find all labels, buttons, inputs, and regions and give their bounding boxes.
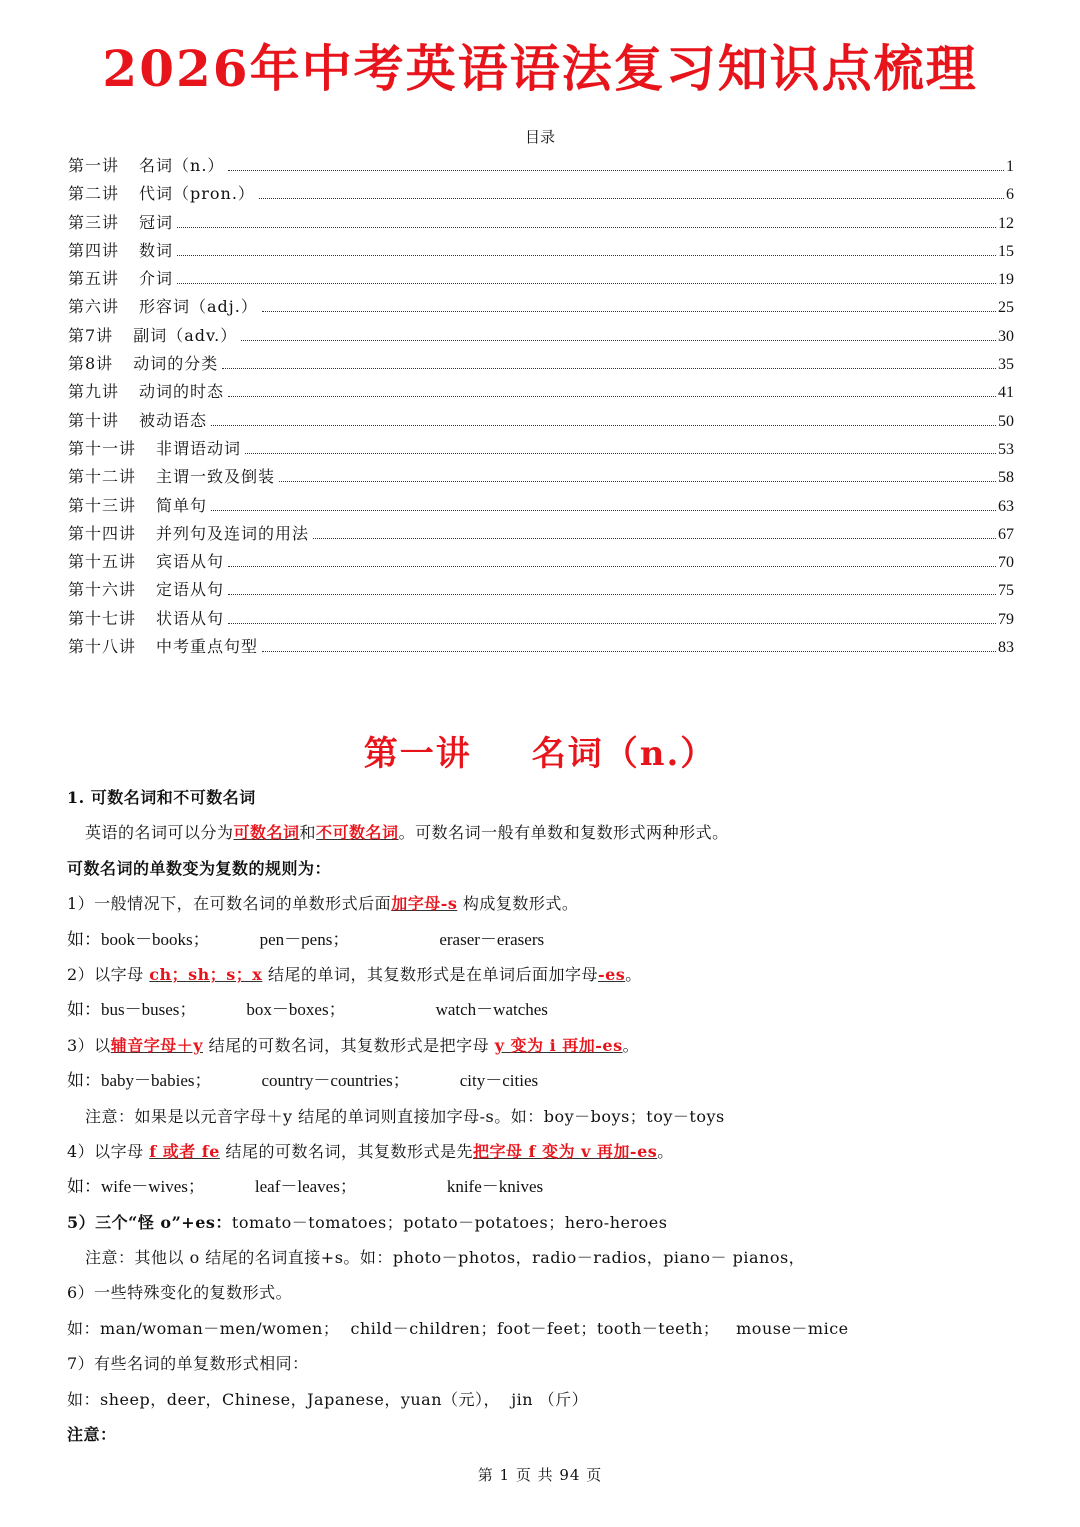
toc-page: 83	[998, 639, 1014, 657]
toc-entry[interactable]	[68, 407, 1014, 435]
toc-chapter: 第十五讲	[68, 552, 137, 572]
toc-name: 被动语态	[139, 410, 208, 430]
toc-page: 79	[998, 610, 1014, 628]
toc-leader	[211, 424, 996, 426]
page-footer: 第 1 页 共 94 页	[477, 1466, 603, 1484]
toc-entry[interactable]	[68, 576, 1014, 604]
toc-name: 数词	[139, 240, 174, 260]
section-heading: 1. 可数名词和不可数名词	[67, 788, 256, 807]
lecture-body	[67, 780, 1017, 1452]
toc-entry[interactable]	[68, 237, 1014, 265]
document-title: 2026年中考英语语法复习知识点梳理	[102, 39, 978, 98]
rule-5: 5）三个“怪 o”+es：tomato－tomatoes；potato－potatoes；hero-heroes	[67, 1212, 668, 1232]
toc-page: 50	[998, 412, 1014, 430]
toc-entry[interactable]	[68, 378, 1014, 406]
toc-chapter: 第8讲	[68, 354, 114, 374]
toc-page: 15	[998, 242, 1014, 260]
toc-leader	[177, 254, 996, 256]
toc-leader	[241, 339, 996, 341]
toc-name: 状语从句	[156, 608, 225, 628]
toc-leader	[228, 169, 1004, 171]
toc-leader	[262, 650, 996, 652]
rule-4-example: 如：wife－wives； leaf－leaves； knife－knives	[67, 1177, 544, 1197]
toc-name: 副词（adv.）	[133, 325, 238, 345]
toc-name: 动词的分类	[133, 354, 219, 374]
toc-entry[interactable]	[68, 180, 1014, 208]
rule-5-note: 注意：其他以 o 结尾的名词直接+s。如：photo－photos，radio－radios，piano－ pianos，	[85, 1248, 806, 1268]
toc-name: 定语从句	[156, 580, 225, 600]
toc-page: 30	[998, 327, 1014, 345]
toc-leader	[228, 395, 996, 397]
toc-entry[interactable]	[68, 265, 1014, 293]
toc-leader	[228, 622, 996, 624]
toc-name: 简单句	[156, 495, 208, 515]
lecture-name: 名词（n.）	[531, 734, 717, 774]
rule-2-example: 如：bus－buses； box－boxes； watch－watches	[67, 1000, 548, 1020]
toc-page: 70	[998, 554, 1014, 572]
rule-2: 2）以字母 ch；sh；s；x 结尾的单词，其复数形式是在单词后面加字母-es。	[67, 964, 642, 984]
toc-chapter: 第十一讲	[68, 438, 137, 458]
rule-6: 6）一些特殊变化的复数形式。	[67, 1283, 293, 1303]
table-of-contents	[68, 152, 1014, 661]
toc-page: 67	[998, 525, 1014, 543]
toc-leader	[279, 480, 996, 482]
toc-name: 中考重点句型	[156, 637, 259, 657]
toc-leader	[211, 509, 996, 511]
rule-1: 1）一般情况下，在可数名词的单数形式后面加字母-s 构成复数形式。	[67, 894, 579, 914]
toc-chapter: 第二讲	[68, 184, 120, 204]
toc-page: 6	[1006, 186, 1014, 204]
toc-page: 63	[998, 497, 1014, 515]
toc-chapter: 第三讲	[68, 212, 120, 232]
toc-leader	[177, 282, 996, 284]
toc-entry[interactable]	[68, 633, 1014, 661]
toc-leader	[177, 226, 996, 228]
toc-page: 12	[998, 214, 1014, 232]
toc-name: 主谓一致及倒装	[156, 467, 276, 487]
toc-entry[interactable]	[68, 350, 1014, 378]
toc-page: 25	[998, 299, 1014, 317]
toc-name: 介词	[139, 269, 174, 289]
toc-entry[interactable]	[68, 435, 1014, 463]
toc-chapter: 第7讲	[68, 325, 114, 345]
toc-leader	[245, 452, 996, 454]
toc-page: 75	[998, 582, 1014, 600]
toc-chapter: 第四讲	[68, 240, 120, 260]
toc-chapter: 第十三讲	[68, 495, 137, 515]
rule-3: 3）以辅音字母＋y 结尾的可数名词，其复数形式是把字母 y 变为 i 再加-es。	[67, 1035, 640, 1055]
toc-entry[interactable]	[68, 209, 1014, 237]
toc-name: 名词（n.）	[139, 156, 225, 175]
rule-7: 7）有些名词的单复数形式相同：	[67, 1354, 309, 1374]
toc-chapter: 第五讲	[68, 269, 120, 289]
toc-chapter: 第九讲	[68, 382, 120, 402]
toc-name: 动词的时态	[139, 382, 225, 402]
toc-name: 代词（pron.）	[139, 184, 255, 204]
toc-leader	[222, 367, 996, 369]
toc-entry[interactable]	[68, 605, 1014, 633]
toc-entry[interactable]	[68, 548, 1014, 576]
toc-page: 35	[998, 356, 1014, 374]
rule-3-example: 如：baby－babies； country－countries； city－cities	[67, 1071, 539, 1091]
rule-4: 4）以字母 f 或者 fe 结尾的可数名词，其复数形式是先把字母 f 变为 v 再加-es。	[67, 1141, 674, 1161]
toc-chapter: 第十讲	[68, 410, 120, 430]
rule-6-example: 如：man/woman－men/women； child－children；foot－feet；tooth－teeth； mouse－mice	[67, 1318, 849, 1338]
toc-name: 冠词	[139, 212, 174, 232]
toc-page: 41	[998, 384, 1014, 402]
rule-heading: 可数名词的单数变为复数的规则为：	[67, 858, 332, 878]
toc-page: 58	[998, 469, 1014, 487]
toc-name: 并列句及连词的用法	[156, 523, 310, 543]
note-label: 注意：	[67, 1425, 117, 1445]
toc-leader	[262, 310, 996, 312]
toc-chapter: 第十六讲	[68, 580, 137, 600]
toc-entry[interactable]	[68, 322, 1014, 350]
toc-page: 19	[998, 271, 1014, 289]
toc-name: 形容词（adj.）	[139, 297, 258, 317]
rule-1-example: 如：book－books； pen－pens； eraser－erasers	[67, 929, 545, 949]
toc-entry[interactable]	[68, 520, 1014, 548]
toc-leader	[228, 565, 996, 567]
toc-page: 1	[1006, 158, 1014, 175]
intro-paragraph: 英语的名词可以分为可数名词和不可数名词。可数名词一般有单数和复数形式两种形式。	[85, 823, 729, 843]
toc-name: 非谓语动词	[156, 438, 242, 458]
toc-chapter: 第十八讲	[68, 637, 137, 657]
lecture-title	[0, 726, 1080, 775]
rule-7-example: 如：sheep，deer，Chinese，Japanese，yuan（元）， jin （斤）	[67, 1389, 589, 1409]
toc-leader	[259, 197, 1004, 199]
toc-entry[interactable]	[68, 492, 1014, 520]
toc-entry[interactable]	[68, 463, 1014, 491]
toc-entry[interactable]	[68, 293, 1014, 321]
toc-leader	[228, 593, 996, 595]
toc-heading: 目录	[524, 128, 555, 146]
toc-entry[interactable]	[68, 152, 1014, 180]
lecture-chapter: 第一讲	[363, 734, 472, 774]
toc-chapter: 第十二讲	[68, 467, 137, 487]
toc-chapter: 第六讲	[68, 297, 120, 317]
toc-leader	[313, 537, 996, 539]
toc-chapter: 第一讲	[68, 156, 120, 175]
toc-chapter: 第十四讲	[68, 523, 137, 543]
toc-name: 宾语从句	[156, 552, 225, 572]
rule-3-note: 注意：如果是以元音字母＋y 结尾的单词则直接加字母-s。如：boy－boys；toy－toys	[85, 1106, 725, 1126]
toc-page: 53	[998, 440, 1014, 458]
toc-chapter: 第十七讲	[68, 608, 137, 628]
